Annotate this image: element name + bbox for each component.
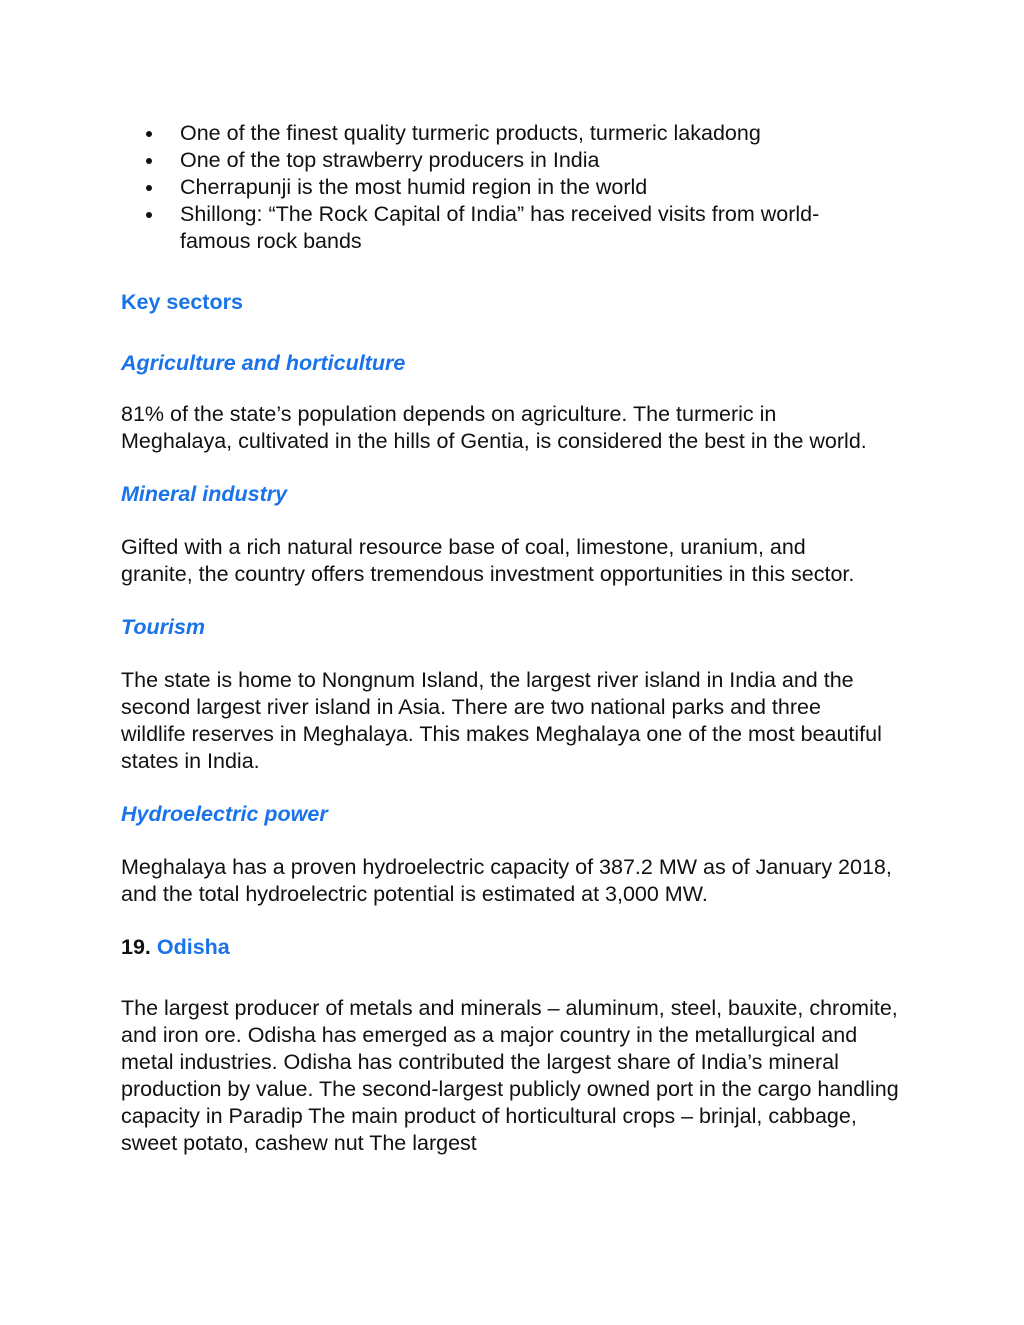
state-name-link[interactable]: Odisha: [156, 935, 230, 959]
section-body-tourism: The state is home to Nongnum Island, the largest river island in India and the second largest river island in Asia. There are two national parks and three wildlife reserves in Meghalaya. This makes Meghalaya one of the most beautiful states in India.: [121, 668, 882, 773]
section-title-tourism: Tourism: [121, 615, 206, 639]
list-item: One of the finest quality turmeric products, turmeric lakadong: [121, 120, 911, 147]
section-body-hydro: Meghalaya has a proven hydroelectric capacity of 387.2 MW as of January 2018, and the total hydroelectric potential is estimated at 3,000 MW.: [121, 855, 892, 906]
key-sectors-heading: Key sectors: [121, 290, 243, 314]
section-title-agriculture: Agriculture and horticulture: [121, 351, 406, 375]
document-page: [121, 120, 911, 1157]
list-item: Cherrapunji is the most humid region in the world: [121, 174, 911, 201]
list-item: Shillong: “The Rock Capital of India” has received visits from world-famous rock bands: [121, 201, 911, 255]
section-title-hydro: Hydroelectric power: [121, 802, 328, 826]
state-body: The largest producer of metals and minerals – aluminum, steel, bauxite, chromite, and iron ore. Odisha has emerged as a major country in the metallurgical and metal industries. Odisha has contributed the largest share of India’s mineral production by value. The second-largest publicly owned port in the cargo handling capacity in Paradip The main product of horticultural crops – brinjal, cabbage, sweet potato, cashew nut The largest: [121, 996, 899, 1155]
highlights-list: [121, 120, 911, 255]
section-body-agriculture: 81% of the state’s population depends on agriculture. The turmeric in Meghalaya, cultivated in the hills of Gentia, is considered the best in the world.: [121, 402, 867, 453]
state-heading: [121, 934, 911, 961]
section-title-mineral: Mineral industry: [121, 482, 288, 506]
state-number: 19.: [121, 935, 151, 959]
list-item: One of the top strawberry producers in India: [121, 147, 911, 174]
section-body-mineral: Gifted with a rich natural resource base of coal, limestone, uranium, and granite, the country offers tremendous investment opportunities in this sector.: [121, 535, 855, 586]
